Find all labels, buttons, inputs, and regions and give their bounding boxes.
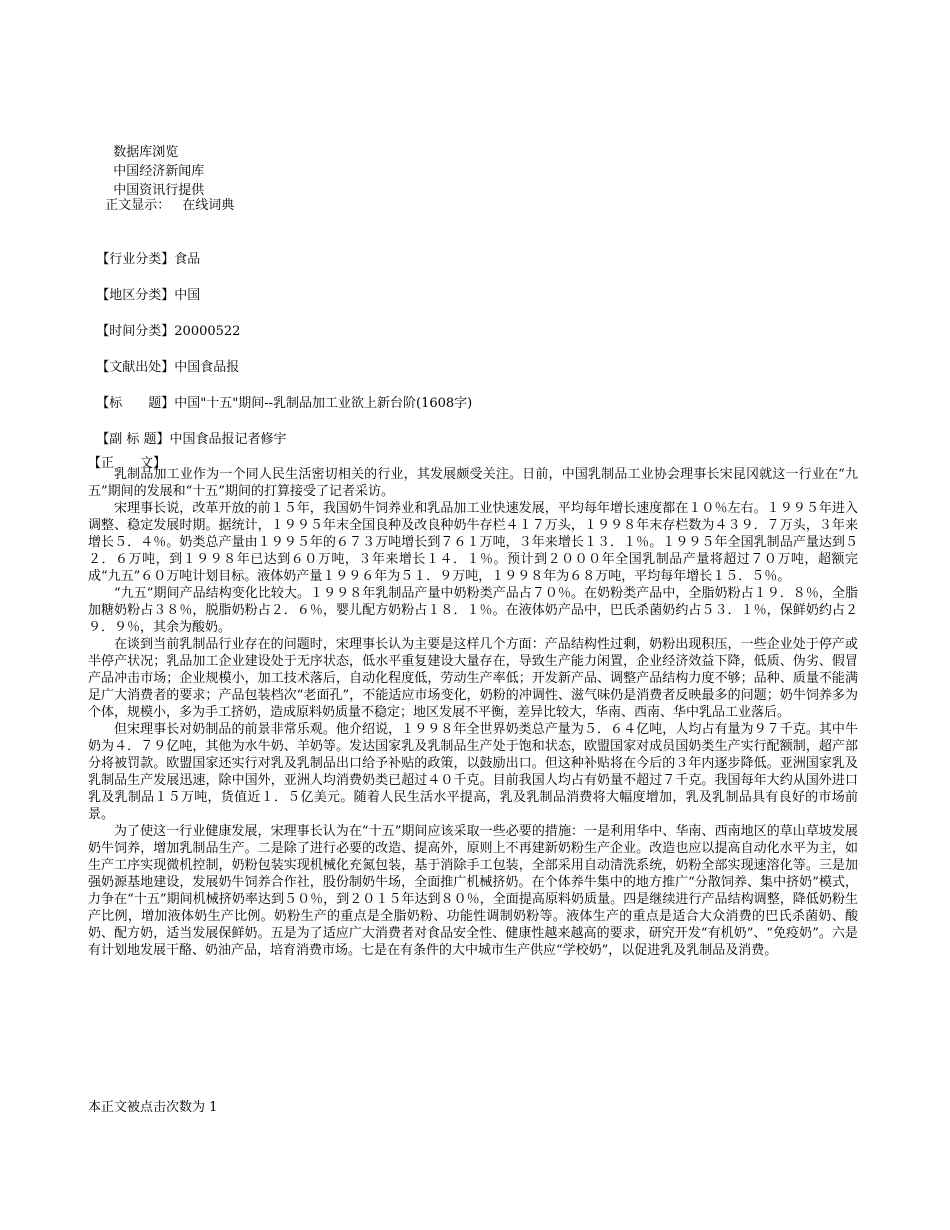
meta-value: 中国食品报 [174,360,240,375]
article-body [88,466,858,959]
article-paragraph: 在谈到当前乳制品行业存在的问题时，宋理事长认为主要是这样几个方面：产品结构性过剩，奶粉出现积压，一些企业处于停产或半停产状况；乳品加工企业建设处于无序状态，低水平重复建设大量存在，导致生产能力闲置，企业经济效益下降，低质、伪劣、假冒产品冲击市场；企业规模小，加工技术落后，自动化程度低，劳动生产率低；开发新产品、调整产品结构力度不够；品种、质量不能满足广大消费者的要求；产品包装档次“老面孔”，不能适应市场变化，奶粉的冲调性、滋气味仍是消费者反映最多的问题；奶牛饲养多为个体，规模小，多为手工挤奶，造成原料奶质量不稳定；地区发展不平衡，差异比较大，华南、西南、华中乳品工业落后。 [88,637,858,720]
breadcrumb-provider: 中国资讯行提供 [113,183,205,198]
meta-subtitle [88,413,287,447]
article-paragraph: 宋理事长说，改革开放的前１５年，我国奶牛饲养业和乳品加工业快速发展，平均每年增长速度都在１０％左右。１９９５年进入调整、稳定发展时期。据统计，１９９５年末全国良种及改良种奶牛存栏４１７万头，１９９８年末存栏数为４３９．７万头，３年来增长５．４％。奶类总产量由１９９５年的６７３万吨增长到７６１万吨，３年来增长１３．１％。１９９５年全国乳制品产量达到５２．６万吨，到１９９８年已达到６０万吨，３年来增长１４．１％。预计到２０００年全国乳制品产量将超过７０万吨，超额完成“九五”６０万吨计划目标。液体奶产量１９９６年为５１．９万吨，１９９８年为６８万吨，平均每年增长１５．５％。 [88,501,858,584]
meta-value: 食品 [174,252,201,267]
meta-value: 中国食品报记者修宇 [169,432,287,447]
online-dictionary-link[interactable]: 在线词典 [182,198,235,213]
meta-source [88,341,239,375]
meta-label: 【行业分类】 [96,252,175,267]
article-paragraph: 乳制品加工业作为一个同人民生活密切相关的行业，其发展颇受关注。日前，中国乳制品工业协会理事长宋昆冈就这一行业在“九五”期间的发展和“十五”期间的打算接受了记者采访。 [88,467,858,499]
meta-label: 【时间分类】 [96,324,175,339]
click-count: 本正文被点击次数为 1 [88,1100,218,1115]
meta-industry [88,233,200,267]
meta-label: 【副 标 题】 [96,432,170,447]
article-label: 【正 文】 [88,456,167,471]
meta-date [88,305,240,339]
display-options [97,179,234,213]
meta-label: 【文献出处】 [96,360,175,375]
breadcrumb-database-browse[interactable]: 数据库浏览 [113,145,179,160]
article-paragraph: 为了使这一行业健康发展，宋理事长认为在“十五”期间应该采取一些必要的措施：一是利用华中、华南、西南地区的草山草坡发展奶牛饲养，增加乳制品生产。二是除了进行必要的改造、提高外，原则上不再建新奶粉生产企业。改造也应以提高自动化水平为主，如生产工序实现微机控制，奶粉包装实现机械化充氮包装，基于消除手工包装，全部采用自动清洗系统，奶粉全部实现速溶化等。三是加强奶源基地建设，发展奶牛饲养合作社，股份制奶牛场，全面推广机械挤奶。在个体养牛集中的地方推广“分散饲养、集中挤奶”模式，力争在“十五”期间机械挤奶率达到５０％，到２０１５年达到８０％，全面提高原料奶质量。四是继续进行产品结构调整，降低奶粉生产比例，增加液体奶生产比例。奶粉生产的重点是全脂奶粉、功能性调制奶粉等。液体生产的重点是适合大众消费的巴氏杀菌奶、酸奶、配方奶，适当发展保鲜奶。五是为了适应广大消费者对食品安全性、健康性越来越高的要求，研究开发“有机奶”、“免疫奶”。六是有计划地发展干酪、奶油产品，培育消费市场。七是在有条件的大中城市生产供应“学校奶”，以促进乳及乳制品及消费。 [88,824,858,958]
breadcrumb-economic-news-library[interactable]: 中国经济新闻库 [113,164,205,179]
meta-value: 中国"十五"期间--乳制品加工业欲上新台阶(1608字) [174,396,473,411]
meta-title [88,377,472,411]
meta-value: 中国 [174,288,201,303]
meta-value: 20000522 [174,324,241,339]
article-paragraph: “九五”期间产品结构变化比较大。１９９８年乳制品产量中奶粉类产品占７０％。在奶粉类产品中，全脂奶粉占１９．８％，全脂加糖奶粉占３８％，脱脂奶粉占２．６％，婴儿配方奶粉占１８．１％。在液体奶产品中，巴氏杀菌奶约占５３．１％，保鲜奶约占２９．９％，其余为酸奶。 [88,586,858,635]
meta-region [88,269,200,303]
meta-label: 【地区分类】 [96,288,175,303]
article-paragraph: 但宋理事长对奶制品的前景非常乐观。他介绍说，１９９８年全世界奶类总产量为５．６４亿吨，人均占有量为９７千克。其中牛奶为４．７９亿吨，其他为水牛奶、羊奶等。发达国家乳及乳制品生产处于饱和状态，欧盟国家对成员国奶类生产实行配额制，超产部分将被罚款。欧盟国家还实行对乳及乳制品出口给予补贴的政策，以鼓励出口。但这种补贴将在今后的３年内逐步降低。亚洲国家乳及乳制品生产发展迅速，除中国外，亚洲人均消费奶类已超过４０千克。目前我国人均占有奶量不超过７千克。我国每年大约从国外进口乳及乳制品１５万吨，货值近１．５亿美元。随着人民生活水平提高，乳及乳制品消费将大幅度增加，乳及乳制品具有良好的市场前景。 [88,722,858,822]
display-label: 正文显示： [105,198,171,213]
meta-label: 【标 题】 [96,396,175,411]
